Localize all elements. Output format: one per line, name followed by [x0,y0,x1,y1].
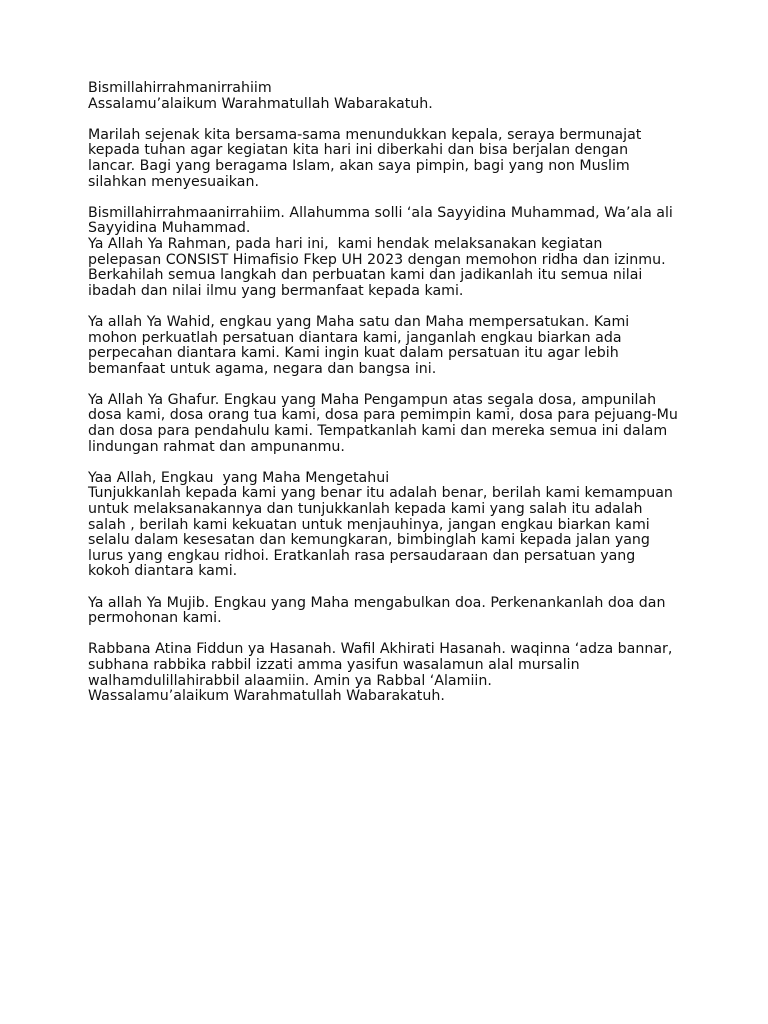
text-line: Berkahilah semua langkah dan perbuatan kami dan jadikanlah itu semua nilai [88,267,643,284]
paragraph-invitation [88,128,708,190]
text-line: Wassalamu’alaikum Warahmatullah Wabarakatuh. [88,688,445,705]
text-line: walhamdulillahirabbil alaamiin. Amin ya Rabbal ‘Alamiin. [88,672,492,689]
text-line: Yaa Allah, Engkau yang Maha Mengetahui [88,469,390,486]
text-line: Ya allah Ya Mujib. Engkau yang Maha mengabulkan doa. Perkenankanlah doa dan [88,594,666,611]
text-line: selalu dalam kesesatan dan kemungkaran, bimbinglah kami kepada jalan yang [88,532,650,549]
text-line: subhana rabbika rabbil izzati amma yasifun wasalamun alal mursalin [88,656,580,673]
text-line: untuk melaksanakannya dan tunjukkanlah kepada kami yang salah itu adalah [88,501,643,518]
text-line: Assalamu’alaikum Warahmatullah Wabarakatuh. [88,95,433,112]
text-line: Bismillahirrahmaanirrahiim. Allahumma solli ‘ala Sayyidina Muhammad, Wa’ala ali [88,204,673,221]
text-line: Ya Allah Ya Rahman, pada hari ini, kami hendak melaksanakan kegiatan [88,235,603,252]
paragraph-ya-mujib [88,596,708,627]
paragraph-closing [88,642,708,704]
paragraph-maha-mengetahui [88,471,708,580]
text-line: salah , berilah kami kekuatan untuk menjauhinya, jangan engkau biarkan kami [88,516,650,533]
paragraph-ya-wahid [88,315,708,377]
text-line: perpecahan diantara kami. Kami ingin kuat dalam persatuan itu agar lebih [88,345,619,362]
text-line: Tunjukkanlah kepada kami yang benar itu adalah benar, berilah kami kemampuan [88,485,673,502]
document-page [88,81,708,720]
paragraph-ya-ghafur [88,393,708,455]
text-line: lancar. Bagi yang beragama Islam, akan saya pimpin, bagi yang non Muslim [88,157,630,174]
text-line: bemanfaat untuk agama, negara dan bangsa ini. [88,360,437,377]
text-line: Sayyidina Muhammad. [88,220,251,237]
text-line: kepada tuhan agar kegiatan kita hari ini diberkahi dan bisa berjalan dengan [88,142,629,159]
text-line: dan dosa para pendahulu kami. Tempatkanlah kami dan mereka semua ini dalam [88,423,668,440]
text-line: dosa kami, dosa orang tua kami, dosa para pemimpin kami, dosa para pejuang-Mu [88,407,678,424]
text-line: pelepasan CONSIST Himafisio Fkep UH 2023 dengan memohon ridha dan izinmu. [88,251,666,268]
paragraph-ya-rahman [88,206,708,300]
text-line: lurus yang engkau ridhoi. Eratkanlah rasa persaudaraan dan persatuan yang [88,547,636,564]
text-line: Marilah sejenak kita bersama-sama menundukkan kepala, seraya bermunajat [88,126,642,143]
text-line: permohonan kami. [88,610,222,627]
text-line: kokoh diantara kami. [88,563,238,580]
text-line: Ya allah Ya Wahid, engkau yang Maha satu dan Maha mempersatukan. Kami [88,313,630,330]
text-line: ibadah dan nilai ilmu yang bermanfaat kepada kami. [88,282,464,299]
text-line: Bismillahirrahmanirrahiim [88,80,272,96]
text-line: Ya Allah Ya Ghafur. Engkau yang Maha Pengampun atas segala dosa, ampunilah [88,391,657,408]
text-line: silahkan menyesuaikan. [88,173,259,190]
paragraph-greeting [88,81,708,112]
text-line: mohon perkuatlah persatuan diantara kami, janganlah engkau biarkan ada [88,329,622,346]
text-line: Rabbana Atina Fiddun ya Hasanah. Wafil Akhirati Hasanah. waqinna ‘adza bannar, [88,641,673,658]
text-line: lindungan rahmat dan ampunanmu. [88,438,345,455]
